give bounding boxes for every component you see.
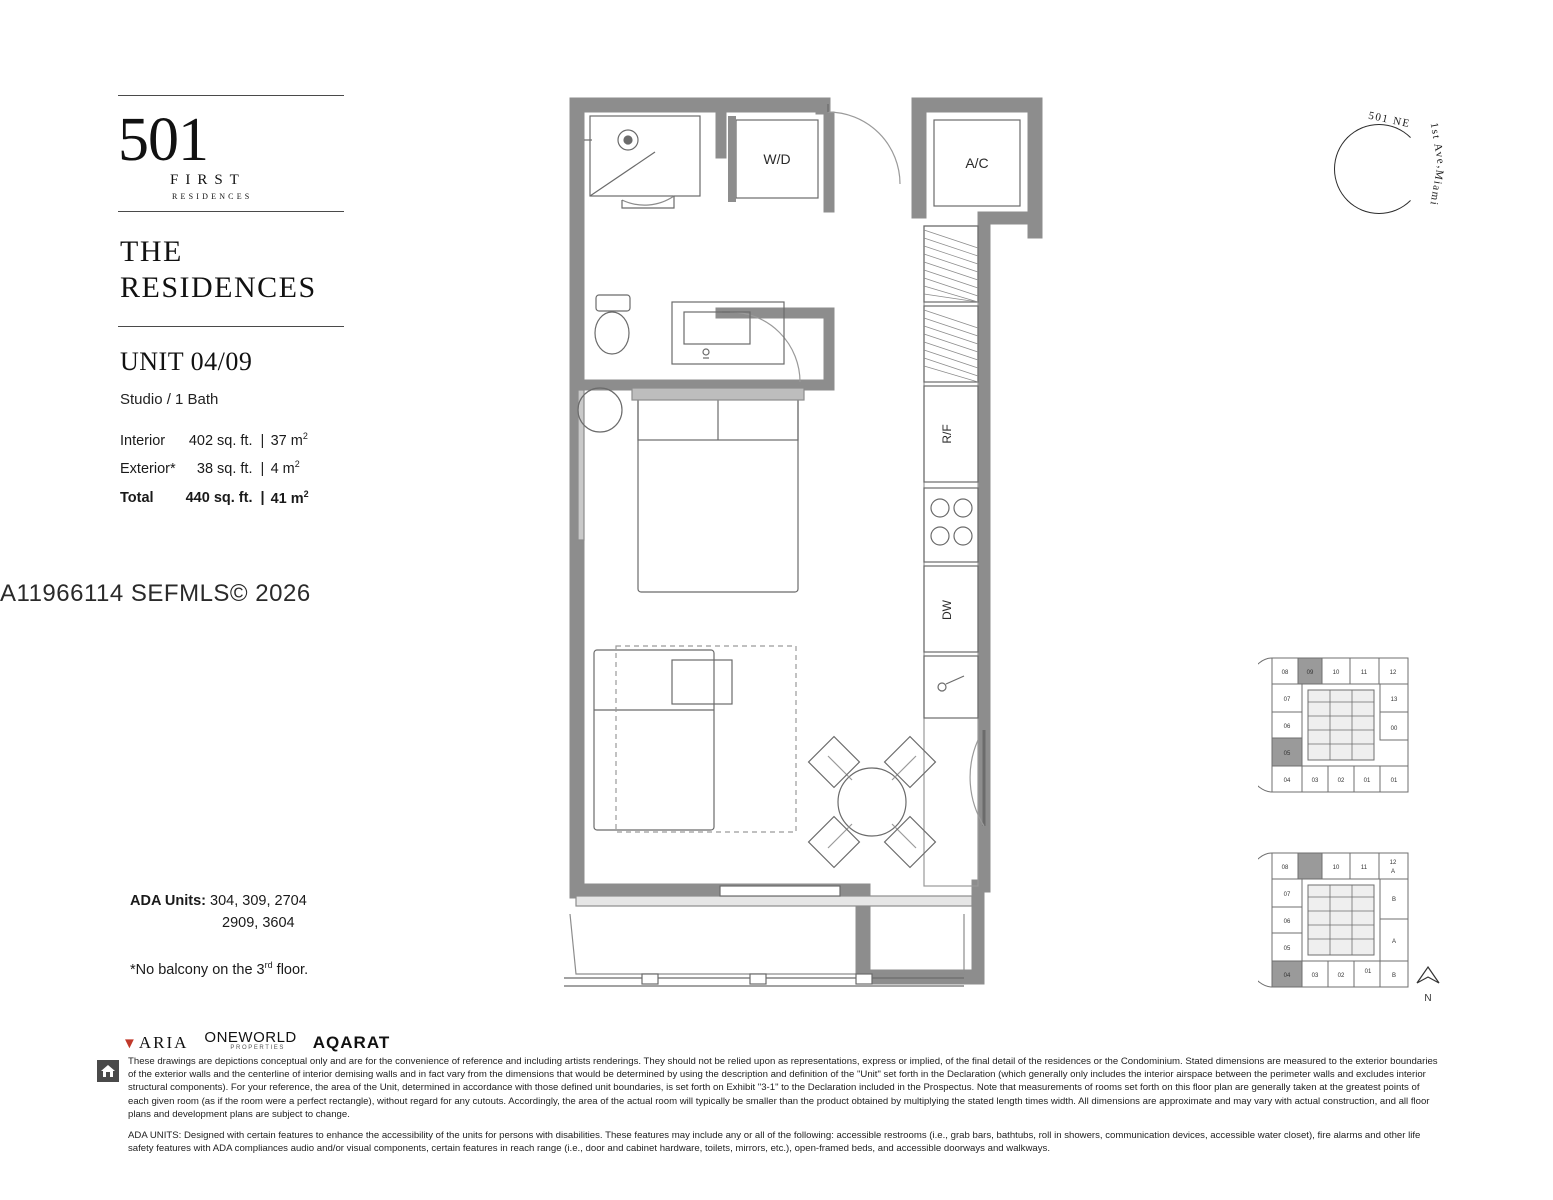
- logo-number: 501: [118, 106, 208, 174]
- ada-units-2: 2909, 3604: [222, 915, 295, 931]
- svg-text:01: 01: [1364, 969, 1372, 975]
- disclaimer-paragraph-1: These drawings are depictions conceptual only and are for the convenience of reference and including artists renderings. They should not be relied upon as representations, express or implied, of the final detail of the residences or the Condominium. Stated dimensions are measured to the exterior boundaries of the exterior walls and the centerline of interior demising walls and in fact vary from the dimensions that would be determined by using the description and definition of the "Unit" set forth in the Declaration (which generally only includes the interior airspace between the perimeter walls and excludes interior structural components). For your reference, the area of the Unit, determined in accordance with those defined unit boundaries, is set forth on Exhibit "3-1" to the Declaration included in the Prospectus. Note that measurements of rooms set forth on this floor plan are generally taken at the greatest points of each given room (as if the room were a perfect rectangle), without regard for any cutouts. Accordingly, the area of the actual room will typically be smaller than the product obtained by multiplying the stated length times width. All dimensions are approximate and may vary with actual construction, and all floor plans and development plans are subject to change.: [128, 1056, 1438, 1120]
- north-arrow-icon: [1415, 965, 1441, 1005]
- svg-text:02: 02: [1337, 973, 1345, 979]
- area-sqft-interior: 402 sq. ft.: [188, 432, 253, 449]
- svg-text:13: 13: [1390, 697, 1398, 703]
- label-dishwasher: DW: [940, 600, 954, 620]
- logo-first-label: FIRST: [170, 172, 246, 188]
- table-row: [120, 426, 309, 454]
- svg-text:B: B: [1391, 897, 1397, 903]
- area-separator: |: [260, 432, 265, 449]
- table-row: [120, 482, 309, 512]
- area-sqft-exterior: 38 sq. ft.: [196, 460, 253, 477]
- svg-text:01: 01: [1390, 778, 1398, 784]
- disclaimer-paragraph-2: ADA UNITS: Designed with certain features to enhance the accessibility of the units for persons with disabilities. These features may include any or all of the following: accessible restrooms (i.e., grab bars, bathtubs, roll in showers, communication devices, accessible water closet), fire alarms and other life safety features with ADA compliances audio and/or visual components, certain features in reach range (i.e., door and cabinet hardware, toilets, mirrors, etc.), open-framed beds, and accessible doorways and walkways.: [128, 1130, 1421, 1155]
- area-separator: |: [260, 490, 265, 507]
- compass-ring: [1334, 124, 1424, 214]
- oneworld-sub: PROPERTIES: [230, 1045, 285, 1051]
- brand-logo: [118, 96, 378, 211]
- label-washer-dryer: W/D: [763, 151, 791, 167]
- compass-label-2: 1st Ave,: [1427, 121, 1448, 171]
- area-sqft-total: 440 sq. ft.: [185, 490, 253, 507]
- ada-label: ADA Units:: [130, 893, 206, 909]
- area-label-total: Total: [120, 490, 154, 507]
- oneworld-logo: [204, 1029, 297, 1054]
- key-plan-upper[interactable]: [1258, 650, 1418, 800]
- logo-residences-label: RESIDENCES: [172, 192, 253, 201]
- key-plan-lower[interactable]: [1258, 845, 1418, 995]
- svg-text:10: 10: [1332, 670, 1340, 676]
- unit-type: Studio / 1 Bath: [120, 391, 219, 408]
- svg-text:04: 04: [1283, 778, 1291, 784]
- ada-line-1: [130, 890, 430, 912]
- balcony-note-post: floor.: [272, 961, 309, 978]
- svg-text:12: 12: [1389, 860, 1397, 866]
- area-metric-total: 41 $m^2$: [270, 488, 309, 507]
- svg-text:08: 08: [1281, 670, 1289, 676]
- svg-text:00: 00: [1390, 726, 1398, 732]
- svg-text:07: 07: [1283, 892, 1291, 898]
- ada-units-note: [130, 890, 430, 934]
- aria-triangle-icon: ▼: [122, 1036, 139, 1052]
- balcony-note-sup: rd: [264, 960, 273, 970]
- svg-text:06: 06: [1283, 724, 1291, 730]
- svg-text:02: 02: [1337, 778, 1345, 784]
- oneworld-main: ONEWORLD: [204, 1029, 297, 1046]
- aqarat-logo: AQARAT: [312, 1033, 391, 1052]
- area-separator: |: [260, 460, 265, 477]
- svg-text:03: 03: [1311, 778, 1319, 784]
- equal-housing-icon: [97, 1060, 119, 1082]
- area-table: [118, 426, 378, 511]
- area-label-interior: Interior: [120, 432, 166, 449]
- aria-logo: ▼ARIA: [122, 1033, 189, 1052]
- svg-text:A: A: [1390, 869, 1396, 875]
- svg-text:01: 01: [1363, 778, 1371, 784]
- mls-watermark: A11966114 SEFMLS© 2026: [0, 580, 311, 607]
- area-metric-exterior: 4 $m^2$: [270, 458, 300, 477]
- floor-plan-drawing: [560, 90, 1080, 1010]
- label-refrigerator: R/F: [940, 424, 954, 444]
- area-metric-interior: 37 $m^2$: [270, 431, 308, 449]
- svg-text:07: 07: [1283, 697, 1291, 703]
- area-label-exterior: Exterior*: [120, 460, 176, 477]
- north-label: N: [1424, 993, 1432, 1004]
- balcony-note-pre: *No balcony on the 3: [130, 961, 265, 978]
- table-row: [120, 454, 309, 482]
- svg-text:03: 03: [1311, 973, 1319, 979]
- svg-text:06: 06: [1283, 919, 1291, 925]
- compass-label-3: Miami: [1427, 168, 1446, 208]
- svg-text:09: 09: [1306, 670, 1314, 676]
- page-title-line1: THE: [120, 235, 183, 268]
- svg-text:11: 11: [1360, 865, 1368, 871]
- svg-text:11: 11: [1360, 670, 1368, 676]
- svg-text:10: 10: [1332, 865, 1340, 871]
- disclaimer-text: [128, 1055, 1440, 1163]
- svg-text:05: 05: [1283, 751, 1291, 757]
- svg-text:05: 05: [1283, 946, 1291, 952]
- compass-rose: [1322, 110, 1452, 240]
- ada-units-1: 304, 309, 2704: [210, 893, 307, 909]
- balcony-note: [130, 960, 430, 978]
- svg-text:A: A: [1391, 939, 1397, 945]
- label-ac: A/C: [965, 155, 989, 171]
- page-title: [118, 212, 378, 326]
- svg-text:04: 04: [1283, 973, 1291, 979]
- svg-text:12: 12: [1389, 670, 1397, 676]
- page-title-line2: RESIDENCES: [120, 271, 317, 304]
- svg-text:B: B: [1391, 973, 1397, 979]
- compass-label-1: 501 NE: [1367, 109, 1412, 131]
- svg-text:08: 08: [1281, 865, 1289, 871]
- left-info-panel: [118, 95, 378, 511]
- partner-logos: [122, 1029, 391, 1054]
- unit-heading: UNIT 04/09: [120, 347, 253, 376]
